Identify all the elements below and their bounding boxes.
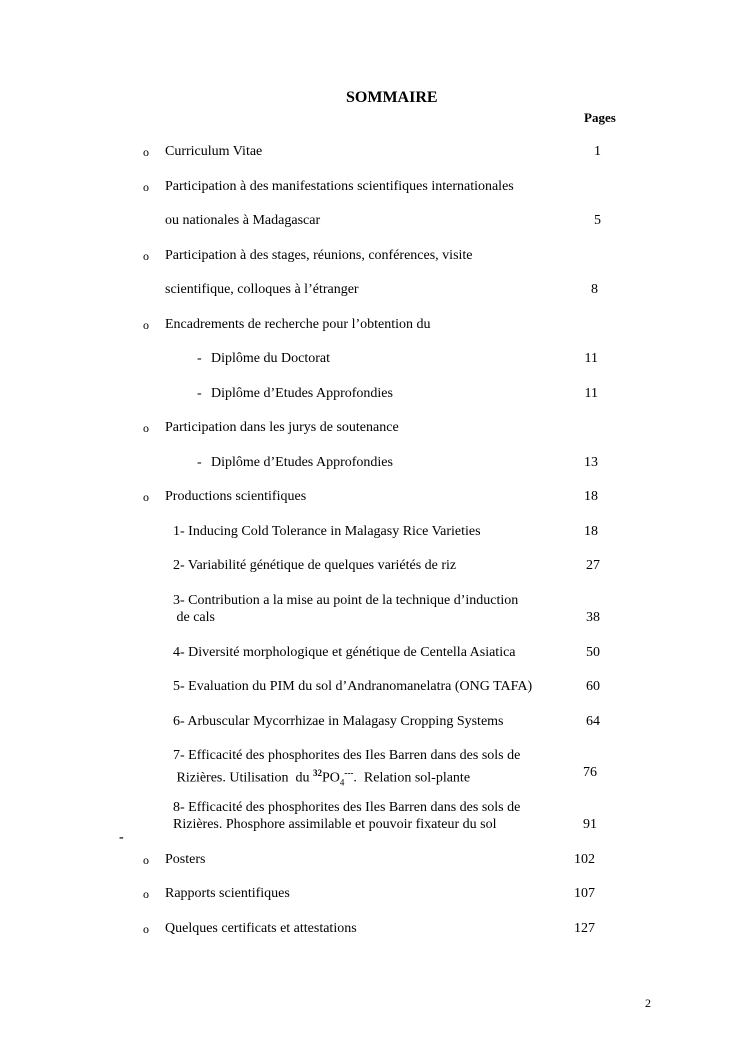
page-number: 2 — [645, 996, 651, 1010]
toc-page-number: 76 — [583, 765, 597, 780]
dash-icon: - — [197, 455, 202, 470]
formula-subscript: 4 — [339, 777, 345, 788]
label-suffix: . Relation sol-plante — [353, 770, 471, 786]
toc-label: 4- Diversité morphologique et génétique de Centella Asiatica — [173, 645, 516, 660]
toc-label-line1: 3- Contribution a la mise au point de la technique d’induction — [173, 593, 519, 608]
toc-label-line1: 8- Efficacité des phosphorites des Iles Barren dans des sols de — [173, 800, 521, 815]
toc-label-line1: Participation à des manifestations scientifiques internationales — [165, 179, 514, 194]
formula-text: PO — [321, 770, 340, 786]
toc-label: Diplôme du Doctorat — [211, 351, 330, 366]
toc-label-line1: 7- Efficacité des phosphorites des Iles Barren dans des sols de — [173, 748, 521, 763]
label-prefix: Rizières. Utilisation du — [173, 770, 313, 786]
toc-page-number: 8 — [591, 282, 598, 297]
toc-label: Quelques certificats et attestations — [165, 921, 357, 936]
toc-label: Diplôme d’Etudes Approfondies — [211, 455, 393, 470]
toc-page-number: 38 — [586, 610, 600, 625]
toc-page-number: 11 — [584, 386, 598, 401]
bullet-icon: o — [143, 145, 149, 159]
toc-label: Participation dans les jurys de soutenance — [165, 420, 399, 435]
toc-label-line2: Rizières. Phosphore assimilable et pouvoir fixateur du sol — [173, 817, 497, 832]
toc-label: Productions scientifiques — [165, 489, 307, 504]
toc-page-number: 18 — [584, 524, 598, 539]
toc-page-number: 127 — [574, 921, 595, 936]
toc-page-number: 64 — [586, 714, 600, 729]
toc-label: Rapports scientifiques — [165, 886, 290, 901]
bullet-icon: o — [143, 318, 149, 332]
toc-page-number: 18 — [584, 489, 598, 504]
toc-label-line2: de cals — [173, 610, 215, 625]
toc-label: 6- Arbuscular Mycorrhizae in Malagasy Cropping Systems — [173, 714, 504, 729]
toc-page-number: 1 — [594, 144, 601, 159]
toc-page-number: 27 — [586, 558, 600, 573]
bullet-icon: o — [143, 922, 149, 936]
toc-page-number: 50 — [586, 645, 600, 660]
toc-page-number: 11 — [584, 351, 598, 366]
bullet-icon: o — [143, 490, 149, 504]
toc-page-number: 102 — [574, 852, 595, 867]
toc-label: 1- Inducing Cold Tolerance in Malagasy Rice Varieties — [173, 524, 481, 539]
page-title: SOMMAIRE — [346, 89, 438, 106]
toc-label: Posters — [165, 852, 206, 867]
bullet-icon: o — [143, 180, 149, 194]
toc-label-line2 — [173, 765, 470, 790]
toc-label-line2: ou nationales à Madagascar — [165, 213, 321, 228]
dash-icon: - — [197, 386, 202, 401]
bullet-icon: o — [143, 421, 149, 435]
pages-column-header: Pages — [584, 110, 616, 125]
bullet-icon: o — [143, 887, 149, 901]
stray-dash-mark: - — [119, 830, 124, 845]
bullet-icon: o — [143, 249, 149, 263]
bullet-icon: o — [143, 853, 149, 867]
toc-label: Encadrements de recherche pour l’obtention du — [165, 317, 431, 332]
toc-page-number: 91 — [583, 817, 597, 832]
charge-superscript: --- — [344, 768, 354, 778]
toc-page-number: 60 — [586, 679, 600, 694]
toc-label-line1: Participation à des stages, réunions, conférences, visite — [165, 248, 473, 263]
toc-label: Curriculum Vitae — [165, 144, 263, 159]
toc-page-number: 13 — [584, 455, 598, 470]
toc-page-number: 107 — [574, 886, 595, 901]
toc-label: 5- Evaluation du PIM du sol d’Andranomanelatra (ONG TAFA) — [173, 679, 533, 694]
isotope-superscript: 32 — [312, 768, 322, 778]
toc-label: Diplôme d’Etudes Approfondies — [211, 386, 393, 401]
toc-page-number: 5 — [594, 213, 601, 228]
dash-icon: - — [197, 351, 202, 366]
toc-label: 2- Variabilité génétique de quelques variétés de riz — [173, 558, 457, 573]
toc-label-line2: scientifique, colloques à l’étranger — [165, 282, 359, 297]
